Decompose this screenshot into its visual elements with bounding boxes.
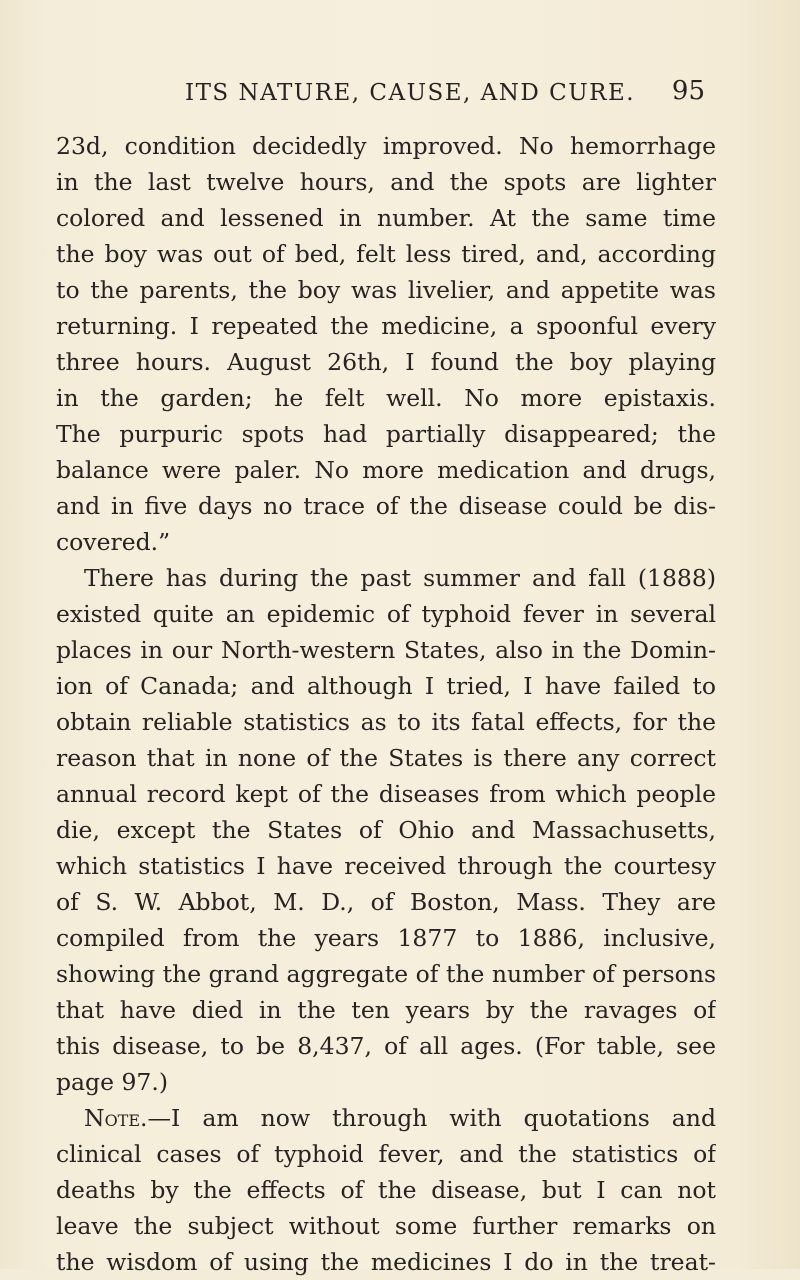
- text-line: balance were paler. No more medication and drugs,: [56, 456, 716, 484]
- page-number: 95: [671, 76, 705, 106]
- text-line: places in our North-western States, also in the Domin-: [56, 636, 716, 664]
- text-line: which statistics I have received through the courtesy: [56, 852, 716, 880]
- text-line: that have died in the ten years by the ravages of: [56, 996, 716, 1024]
- text-line: die, except the States of Ohio and Massachusetts,: [56, 816, 716, 844]
- note-label: Note.: [84, 1104, 148, 1132]
- text-line: showing the grand aggregate of the number of persons: [56, 960, 716, 988]
- text-line: deaths by the effects of the disease, but I can not: [56, 1176, 716, 1204]
- text-line: the wisdom of using the medicines I do in the treat-: [56, 1248, 716, 1276]
- text-line: in the last twelve hours, and the spots are lighter: [56, 168, 716, 196]
- text-line: reason that in none of the States is there any correct: [56, 744, 716, 772]
- text-line: returning. I repeated the medicine, a spoonful every: [56, 312, 716, 340]
- text-line: of S. W. Abbot, M. D., of Boston, Mass. They are: [56, 888, 716, 916]
- text-line: and in five days no trace of the disease could be dis-: [56, 492, 716, 520]
- text-line: the boy was out of bed, felt less tired, and, according: [56, 240, 716, 268]
- text-line: leave the subject without some further remarks on: [56, 1212, 716, 1240]
- note-line: [56, 1100, 716, 1136]
- paragraph-start-line: There has during the past summer and fall (1888): [84, 564, 716, 592]
- text-line: existed quite an epidemic of typhoid fever in several: [56, 600, 716, 628]
- text-line: this disease, to be 8,437, of all ages. (For table, see: [56, 1032, 716, 1060]
- text-line: three hours. August 26th, I found the boy playing: [56, 348, 716, 376]
- body-text: [56, 128, 716, 1280]
- text-line: colored and lessened in number. At the same time: [56, 204, 716, 232]
- text-line: compiled from the years 1877 to 1886, inclusive,: [56, 924, 716, 952]
- text-line: covered.”: [56, 528, 171, 556]
- running-head: ITS NATURE, CAUSE, AND CURE.: [185, 80, 636, 106]
- text-line: obtain reliable statistics as to its fatal effects, for the: [56, 708, 716, 736]
- page-header: [185, 76, 705, 116]
- text-line: The purpuric spots had partially disappeared; the: [56, 420, 716, 448]
- text-line: to the parents, the boy was livelier, and appetite was: [56, 276, 716, 304]
- text-line: clinical cases of typhoid fever, and the statistics of: [56, 1140, 716, 1168]
- text-line: page 97.): [56, 1068, 169, 1096]
- note-text: —I am now through with quotations and: [147, 1104, 716, 1132]
- text-line: 23d, condition decidedly improved. No hemorrhage: [56, 132, 716, 160]
- text-line: in the garden; he felt well. No more epistaxis.: [56, 384, 716, 412]
- text-line: annual record kept of the diseases from which people: [56, 780, 716, 808]
- text-line: ion of Canada; and although I tried, I have failed to: [56, 672, 716, 700]
